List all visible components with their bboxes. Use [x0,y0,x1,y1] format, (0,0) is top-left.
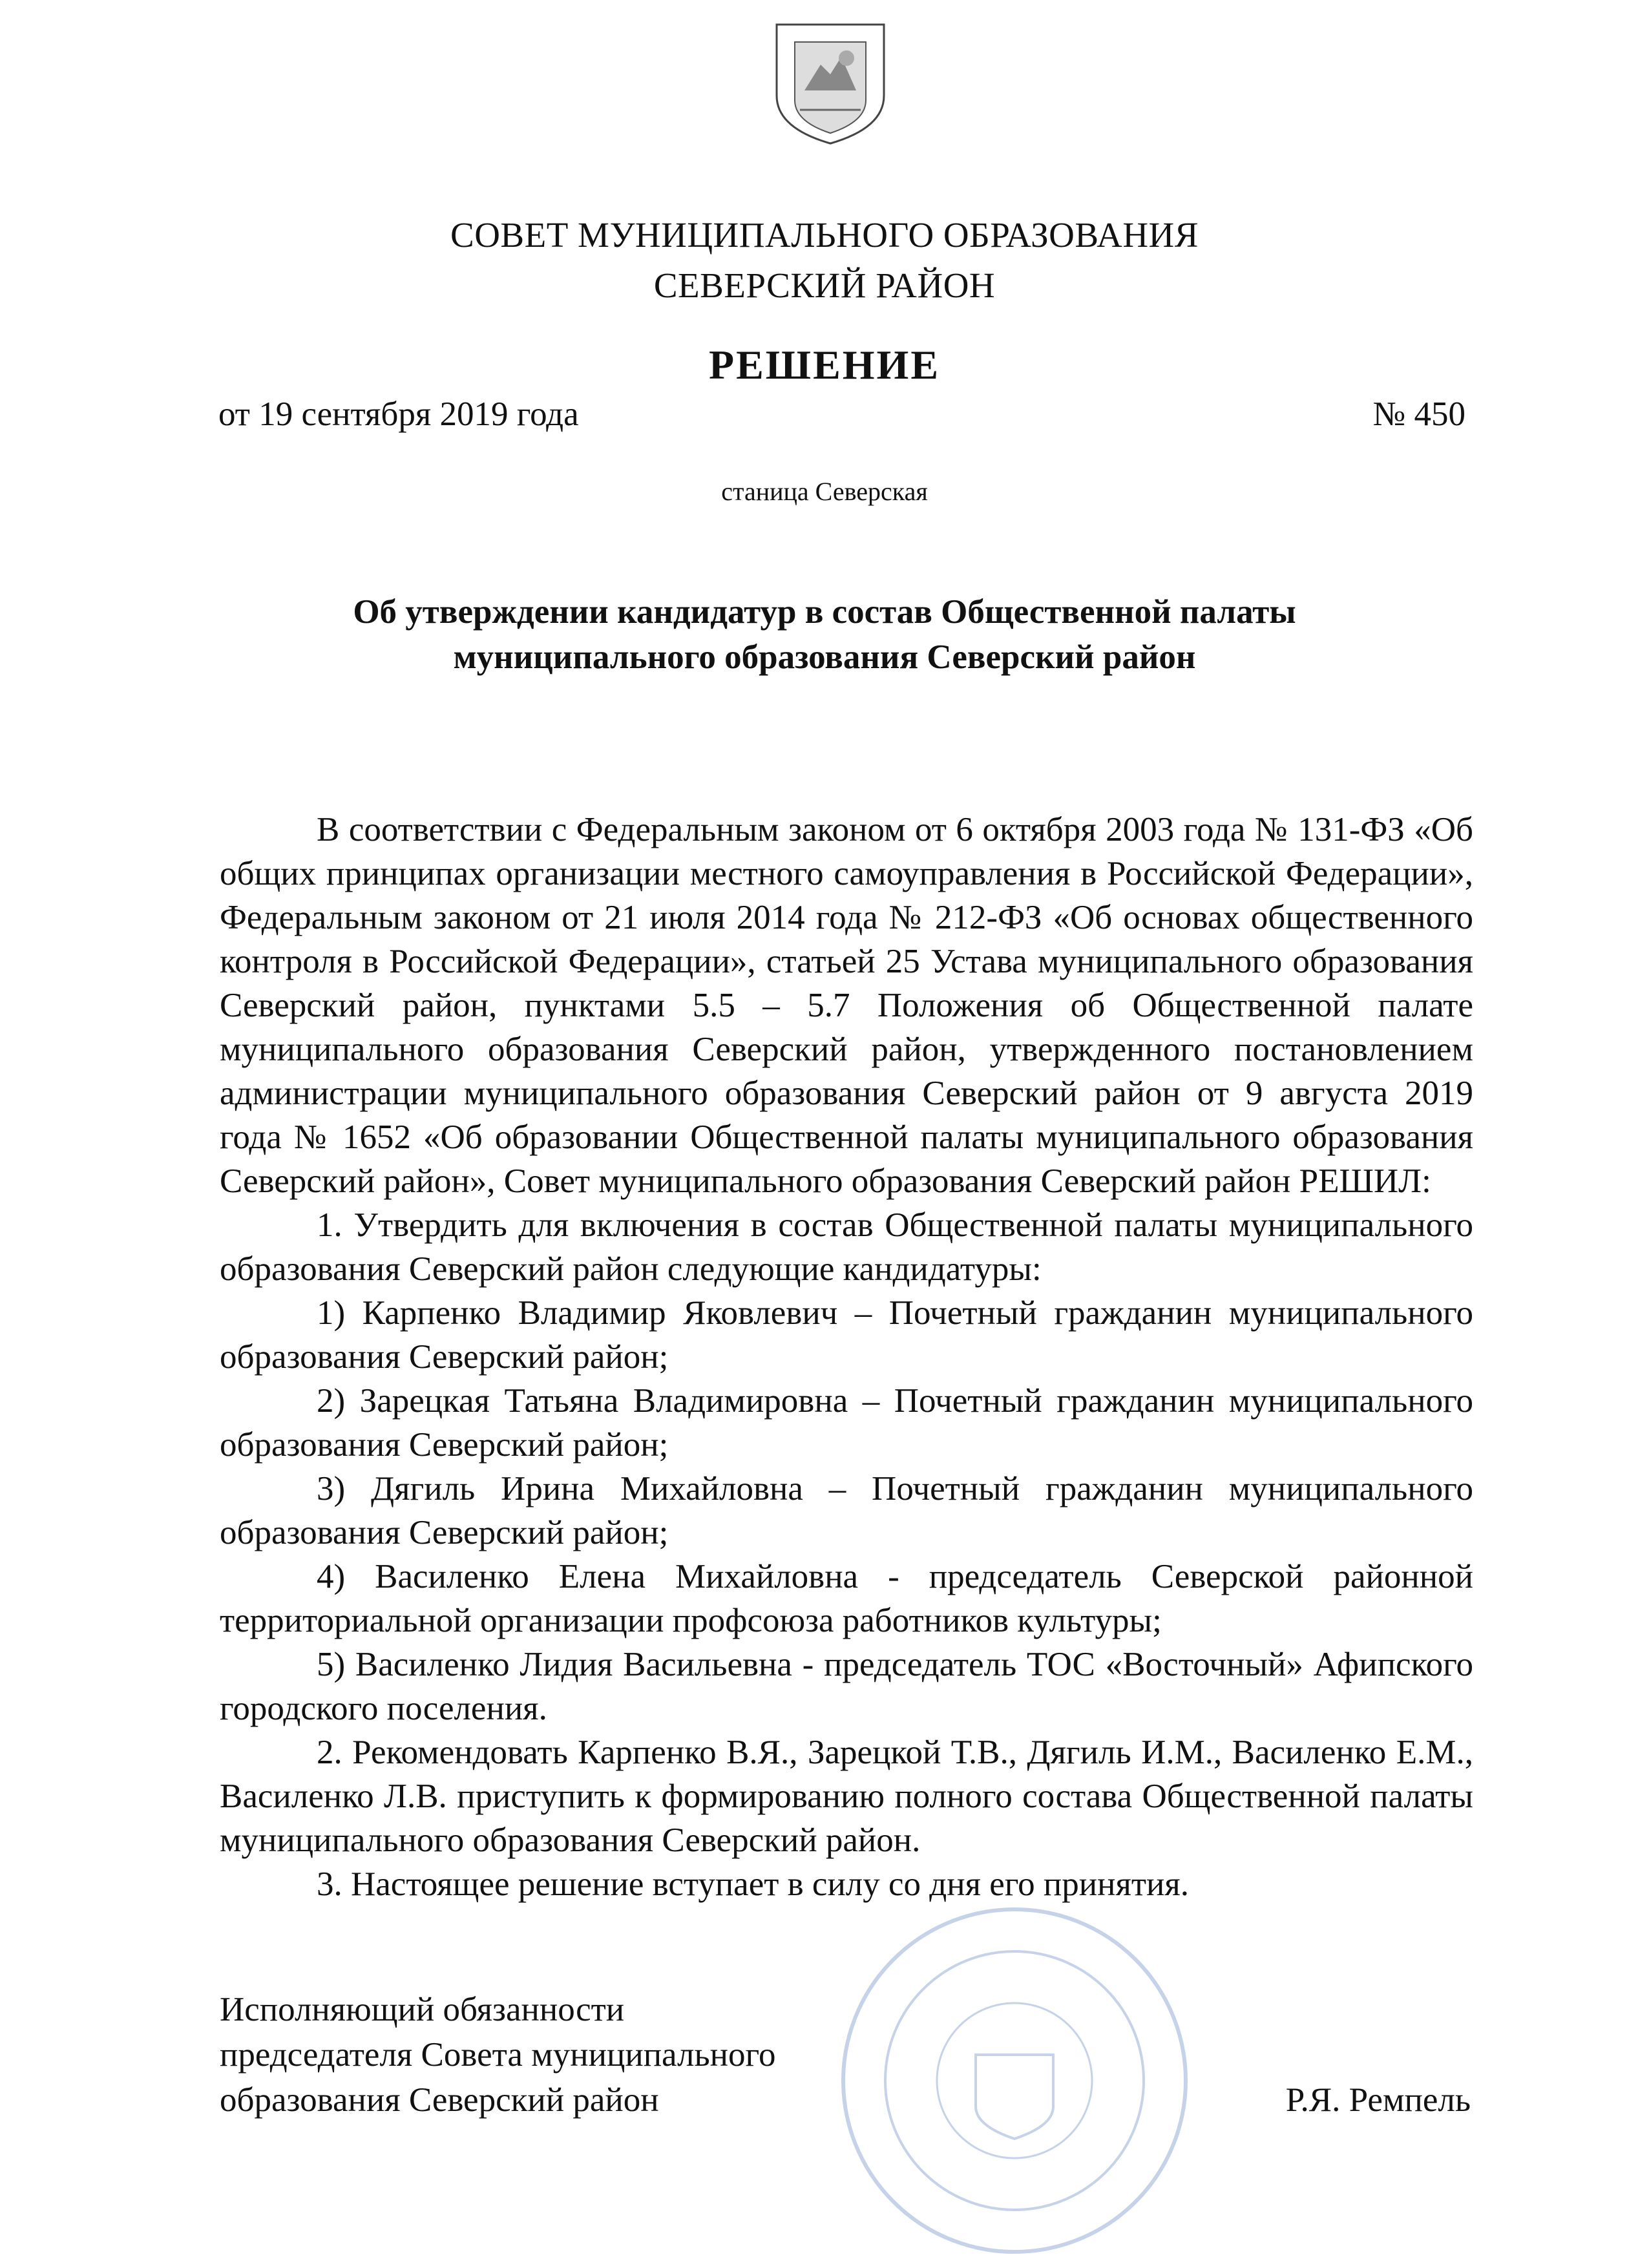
preamble-paragraph: В соответствии с Федеральным законом от 6 октября 2003 года № 131-ФЗ «Об общих принципах организации местного самоуправления в Российской Федерации», Федеральным законом от 21 июля 2014 года № 212-ФЗ «Об основах общественного контроля в Российской Федерации», статьей 25 Устава муниципального образования Северский район, пунктами 5.5 – 5.7 Положения об Общественной палате муниципального образования Северский район, утвержденного постановлением администрации муниципального образования Северский район от 9 августа 2019 года № 1652 «Об образовании Общественной палаты муниципального образования Северский район», Совет муниципального образования Северский район РЕШИЛ: [220,811,1473,1200]
document-number: № 450 [1372,395,1465,433]
candidate-item: 1) Карпенко Владимир Яковлевич – Почетный гражданин муниципального образования Северский район; [220,1294,1473,1376]
document-body [220,808,1473,1906]
candidate-item: 4) Василенко Елена Михайловна - председатель Северской районной территориальной организации профсоюза работников культуры; [220,1558,1473,1639]
official-seal-icon [834,1900,1195,2262]
coat-of-arms-icon [769,19,892,149]
org-line-1: СОВЕТ МУНИЦИПАЛЬНОГО ОБРАЗОВАНИЯ [450,215,1199,255]
document-place: станица Северская [721,477,928,506]
item-3-paragraph: 3. Настоящее решение вступает в силу со дня его принятия. [317,1865,1190,1903]
subject-line-2: муниципального образования Северский район [453,638,1196,676]
document-date: от 19 сентября 2019 года [218,395,579,433]
signer-name: Р.Я. Ремпель [1285,2081,1471,2119]
signature-block [220,1987,775,2123]
item-1-paragraph: 1. Утвердить для включения в состав Общественной палаты муниципального образования Северский район следующие кандидатуры: [220,1206,1473,1288]
item-2-paragraph: 2. Рекомендовать Карпенко В.Я., Зарецкой Т.В., Дягиль И.М., Василенко Е.М., Василенко Л.В. приступить к формированию полного состава Общественной палаты муниципального образования Северский район. [220,1734,1473,1859]
org-line-2: СЕВЕРСКИЙ РАЙОН [653,266,996,305]
document-subject [0,589,1649,680]
document-type: РЕШЕНИЕ [709,342,940,388]
signer-title-line-1: Исполняющий обязанности [220,1991,625,2028]
subject-line-1: Об утверждении кандидатур в состав Общественной палаты [353,593,1296,631]
signer-title-line-2: председателя Совета муниципального [220,2036,776,2074]
candidate-item: 3) Дягиль Ирина Михайловна – Почетный гражданин муниципального образования Северский район; [220,1470,1473,1551]
organization-name [0,210,1649,311]
candidate-item: 5) Василенко Лидия Васильевна - председатель ТОС «Восточный» Афипского городского поселения. [220,1646,1473,1727]
candidate-item: 2) Зарецкая Татьяна Владимировна – Почетный гражданин муниципального образования Северский район; [220,1382,1473,1464]
signer-title-line-3: образования Северский район [220,2081,659,2119]
